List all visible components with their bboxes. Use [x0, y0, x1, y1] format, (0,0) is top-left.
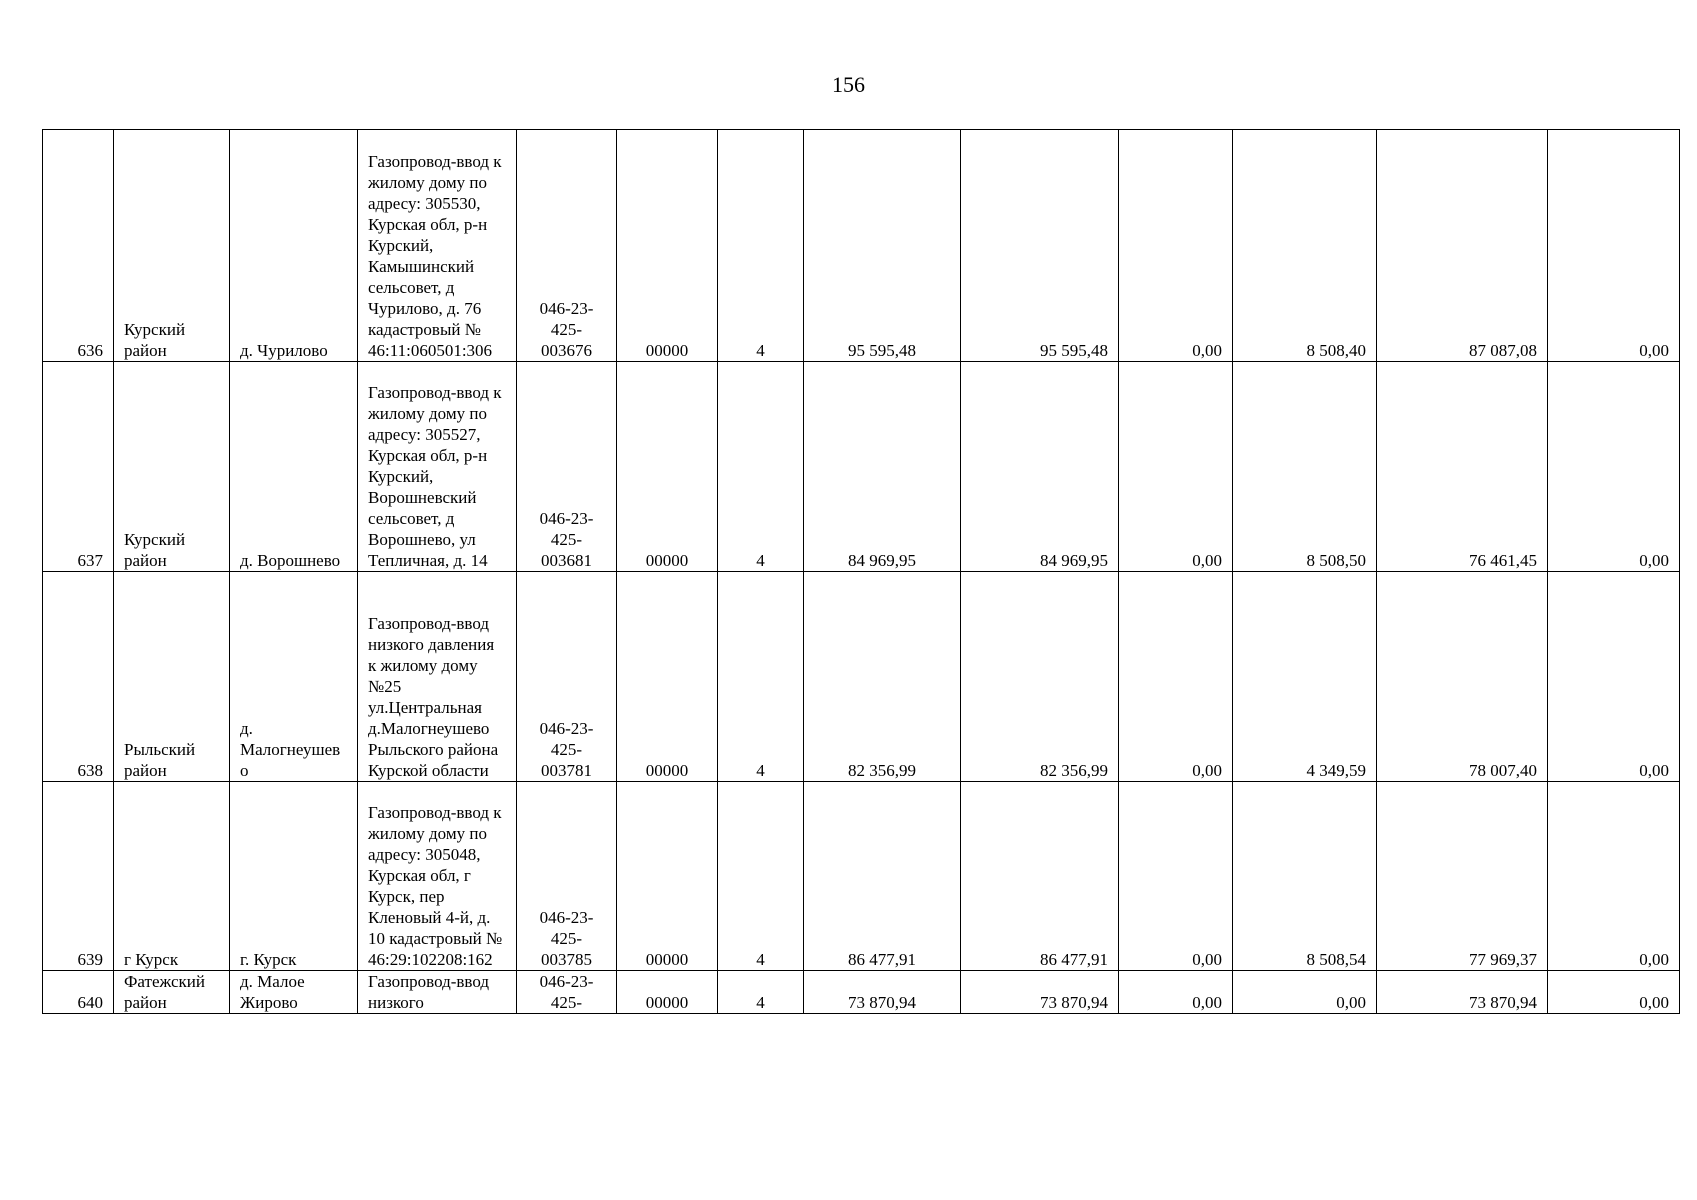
code-cell: 046-23-425- [517, 971, 617, 1014]
value-cell-5: 76 461,45 [1377, 362, 1548, 572]
value-cell-4: 4 349,59 [1233, 572, 1377, 782]
value-cell-2: 86 477,91 [961, 782, 1119, 971]
value-cell-3: 0,00 [1119, 362, 1233, 572]
value-cell-1: 84 969,95 [804, 362, 961, 572]
value-cell-5: 77 969,37 [1377, 782, 1548, 971]
code2-cell: 00000 [617, 130, 718, 362]
value-cell-1: 86 477,91 [804, 782, 961, 971]
code2-cell: 00000 [617, 971, 718, 1014]
description-cell: Газопровод-ввод к жилому дому по адресу: 305530, Курская обл, р-н Курский, Камышинский сельсовет, д Чурилово, д. 76 кадастровый № 46:11:060501:306 [358, 130, 517, 362]
value-cell-4: 8 508,50 [1233, 362, 1377, 572]
locality-cell: г. Курск [230, 782, 358, 971]
description-cell: Газопровод-ввод низкого давления к жилому дому №25 ул.Центральная д.Малогнеушево Рыльского района Курской области [358, 572, 517, 782]
locality-cell: д. Малое Жирово [230, 971, 358, 1014]
district-cell: Курский район [114, 362, 230, 572]
locality-cell: д. Малогнеушево [230, 572, 358, 782]
code2-cell: 00000 [617, 782, 718, 971]
page-number: 156 [832, 72, 865, 97]
code-cell: 046-23-425-003676 [517, 130, 617, 362]
value-cell-5: 87 087,08 [1377, 130, 1548, 362]
table-row [43, 362, 1680, 572]
row-number: 637 [43, 362, 114, 572]
value-cell-5: 78 007,40 [1377, 572, 1548, 782]
count-cell: 4 [718, 971, 804, 1014]
value-cell-3: 0,00 [1119, 572, 1233, 782]
district-cell: Фатежский район [114, 971, 230, 1014]
table-row [43, 782, 1680, 971]
value-cell-1: 82 356,99 [804, 572, 961, 782]
row-number: 636 [43, 130, 114, 362]
district-cell: г Курск [114, 782, 230, 971]
value-cell-6: 0,00 [1548, 362, 1680, 572]
description-cell: Газопровод-ввод низкого [358, 971, 517, 1014]
value-cell-5: 73 870,94 [1377, 971, 1548, 1014]
count-cell: 4 [718, 572, 804, 782]
code-cell: 046-23-425-003781 [517, 572, 617, 782]
value-cell-2: 84 969,95 [961, 362, 1119, 572]
value-cell-4: 8 508,40 [1233, 130, 1377, 362]
value-cell-6: 0,00 [1548, 782, 1680, 971]
row-number: 638 [43, 572, 114, 782]
count-cell: 4 [718, 362, 804, 572]
table-row [43, 130, 1680, 362]
code2-cell: 00000 [617, 572, 718, 782]
row-number: 639 [43, 782, 114, 971]
value-cell-3: 0,00 [1119, 130, 1233, 362]
code-cell: 046-23-425-003785 [517, 782, 617, 971]
locality-cell: д. Ворошнево [230, 362, 358, 572]
value-cell-6: 0,00 [1548, 572, 1680, 782]
value-cell-6: 0,00 [1548, 971, 1680, 1014]
description-cell: Газопровод-ввод к жилому дому по адресу: 305527, Курская обл, р-н Курский, Ворошневский сельсовет, д Ворошнево, ул Тепличная, д. 14 [358, 362, 517, 572]
value-cell-3: 0,00 [1119, 971, 1233, 1014]
registry-table [42, 129, 1680, 1014]
value-cell-4: 0,00 [1233, 971, 1377, 1014]
table-row [43, 971, 1680, 1014]
code2-cell: 00000 [617, 362, 718, 572]
value-cell-1: 95 595,48 [804, 130, 961, 362]
value-cell-6: 0,00 [1548, 130, 1680, 362]
count-cell: 4 [718, 130, 804, 362]
value-cell-4: 8 508,54 [1233, 782, 1377, 971]
value-cell-1: 73 870,94 [804, 971, 961, 1014]
value-cell-2: 95 595,48 [961, 130, 1119, 362]
value-cell-2: 82 356,99 [961, 572, 1119, 782]
row-number: 640 [43, 971, 114, 1014]
table-row [43, 572, 1680, 782]
locality-cell: д. Чурилово [230, 130, 358, 362]
district-cell: Рыльский район [114, 572, 230, 782]
value-cell-2: 73 870,94 [961, 971, 1119, 1014]
value-cell-3: 0,00 [1119, 782, 1233, 971]
district-cell: Курский район [114, 130, 230, 362]
description-cell: Газопровод-ввод к жилому дому по адресу: 305048, Курская обл, г Курск, пер Кленовый 4-й, д. 10 кадастровый № 46:29:102208:162 [358, 782, 517, 971]
count-cell: 4 [718, 782, 804, 971]
code-cell: 046-23-425-003681 [517, 362, 617, 572]
